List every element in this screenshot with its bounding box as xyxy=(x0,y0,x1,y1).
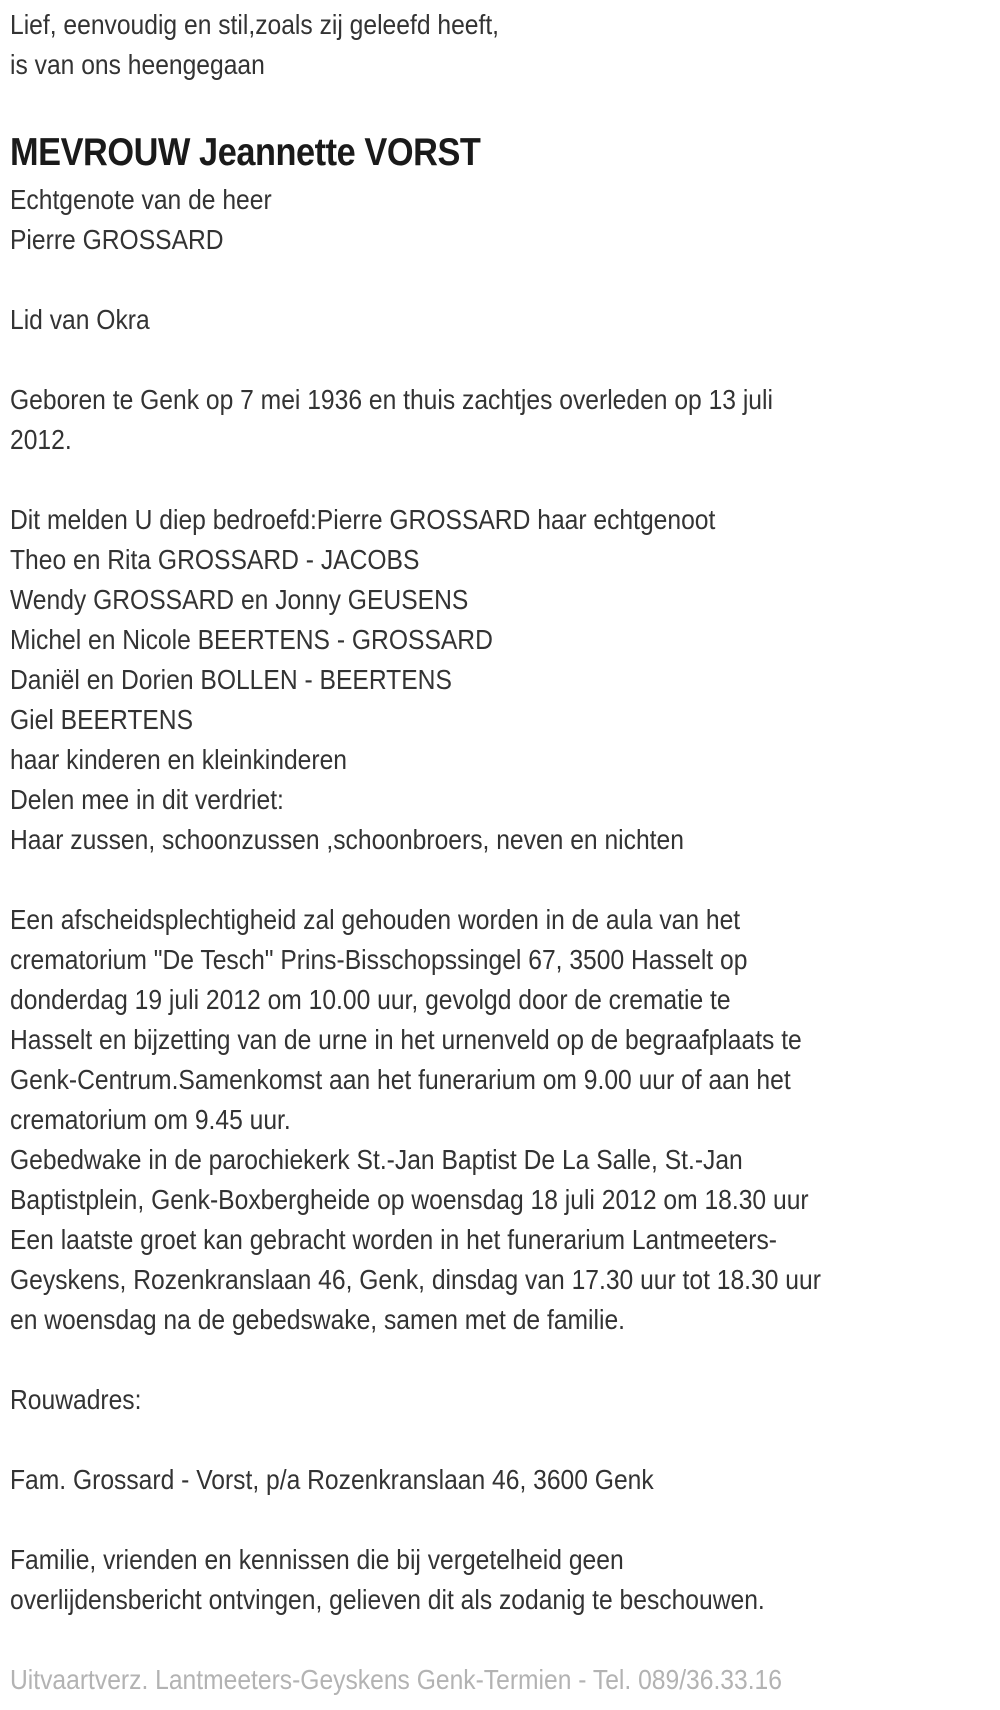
funeral-home-footer: Uitvaartverz. Lantmeeters-Geyskens Genk-Termien - Tel. 089/36.33.16 xyxy=(10,1664,782,1695)
family-line: Wendy GROSSARD en Jonny GEUSENS xyxy=(10,584,469,615)
ceremony-line: Baptistplein, Genk-Boxbergheide op woensdag 18 juli 2012 om 18.30 uur xyxy=(10,1184,809,1215)
spacer xyxy=(10,1620,990,1660)
family-line: Giel BEERTENS xyxy=(10,704,194,735)
spacer xyxy=(10,1420,990,1460)
spacer xyxy=(10,260,990,300)
ceremony-line: Geyskens, Rozenkranslaan 46, Genk, dinsdag van 17.30 uur tot 18.30 uur xyxy=(10,1264,821,1295)
spacer xyxy=(10,85,990,125)
spacer xyxy=(10,1500,990,1540)
ceremony-line: en woensdag na de gebedswake, samen met de familie. xyxy=(10,1304,626,1335)
membership-line: Lid van Okra xyxy=(10,304,150,335)
family-line: haar kinderen en kleinkinderen xyxy=(10,744,347,775)
deceased-name: MEVROUW Jeannette VORST xyxy=(10,131,481,174)
ceremony-line: Genk-Centrum.Samenkomst aan het funerarium om 9.00 uur of aan het xyxy=(10,1064,791,1095)
family-line: Haar zussen, schoonzussen ,schoonbroers, neven en nichten xyxy=(10,824,684,855)
rouwadres-line: Fam. Grossard - Vorst, p/a Rozenkranslaan 46, 3600 Genk xyxy=(10,1464,654,1495)
ceremony-line: Een afscheidsplechtigheid zal gehouden worden in de aula van het xyxy=(10,904,741,935)
intro-line: is van ons heengegaan xyxy=(10,49,265,80)
ceremony-line: Een laatste groet kan gebracht worden in het funerarium Lantmeeters- xyxy=(10,1224,778,1255)
ceremony-line: crematorium om 9.45 uur. xyxy=(10,1104,291,1135)
family-line: Delen mee in dit verdriet: xyxy=(10,784,284,815)
apology-line: overlijdensbericht ontvingen, gelieven dit als zodanig te beschouwen. xyxy=(10,1584,765,1615)
spouse-intro-line: Echtgenote van de heer xyxy=(10,184,272,215)
ceremony-line: donderdag 19 juli 2012 om 10.00 uur, gevolgd door de crematie te xyxy=(10,984,731,1015)
spacer xyxy=(10,460,990,500)
apology-line: Familie, vrienden en kennissen die bij vergetelheid geen xyxy=(10,1544,624,1575)
family-line: Michel en Nicole BEERTENS - GROSSARD xyxy=(10,624,493,655)
family-line: Dit melden U diep bedroefd:Pierre GROSSARD haar echtgenoot xyxy=(10,504,716,535)
family-line: Daniël en Dorien BOLLEN - BEERTENS xyxy=(10,664,452,695)
spacer xyxy=(10,340,990,380)
spacer xyxy=(10,860,990,900)
spacer xyxy=(10,1340,990,1380)
birth-death-line: Geboren te Genk op 7 mei 1936 en thuis zachtjes overleden op 13 juli xyxy=(10,384,773,415)
ceremony-line: Hasselt en bijzetting van de urne in het urnenveld op de begraafplaats te xyxy=(10,1024,802,1055)
rouwadres-label: Rouwadres: xyxy=(10,1384,142,1415)
birth-death-line: 2012. xyxy=(10,424,72,455)
ceremony-line: crematorium "De Tesch" Prins-Bisschopssingel 67, 3500 Hasselt op xyxy=(10,944,748,975)
intro-line: Lief, eenvoudig en stil,zoals zij geleefd heeft, xyxy=(10,9,500,40)
spouse-name-line: Pierre GROSSARD xyxy=(10,224,224,255)
ceremony-line: Gebedwake in de parochiekerk St.-Jan Baptist De La Salle, St.-Jan xyxy=(10,1144,743,1175)
family-line: Theo en Rita GROSSARD - JACOBS xyxy=(10,544,420,575)
